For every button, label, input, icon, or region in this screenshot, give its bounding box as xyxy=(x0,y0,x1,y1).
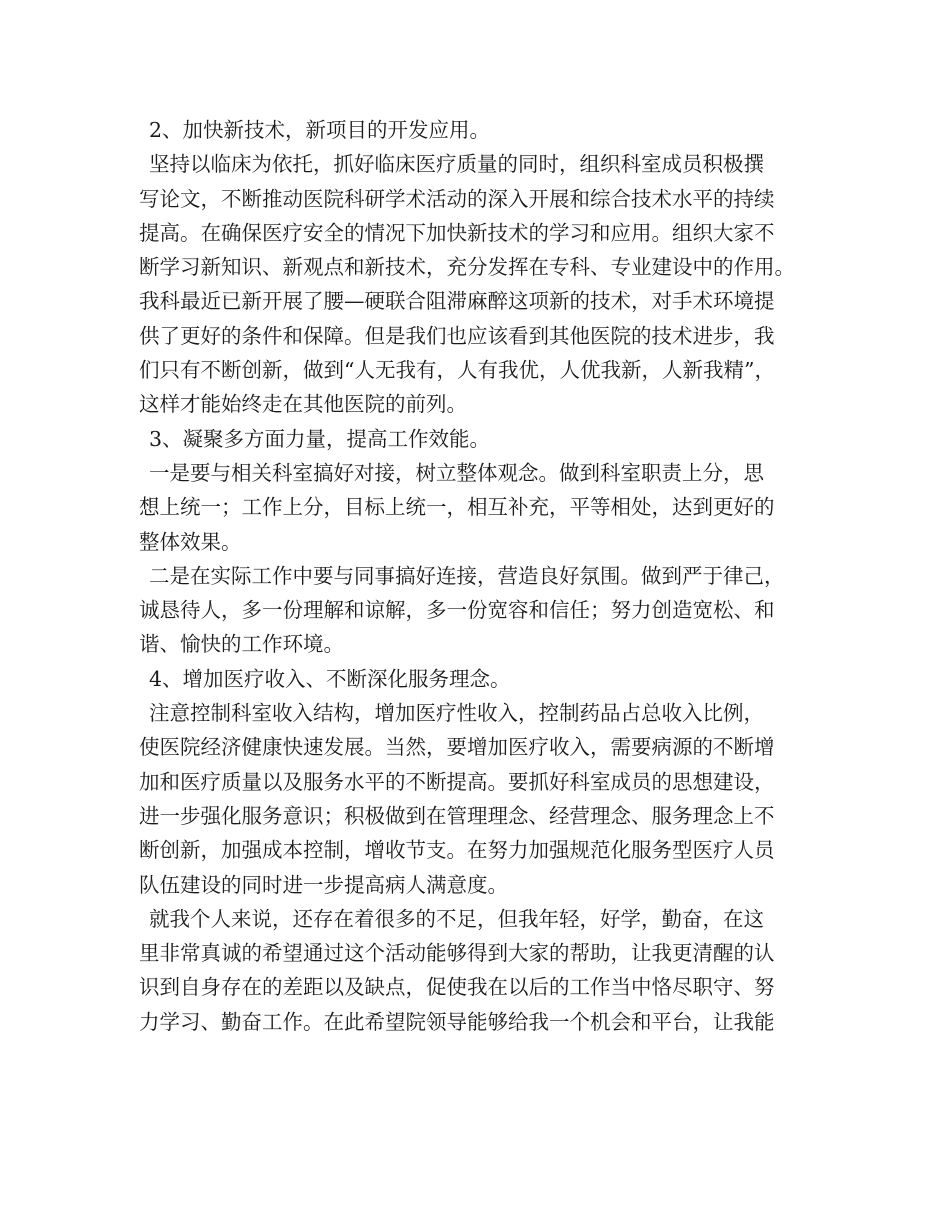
text-line: 加和医疗质量以及服务水平的不断提高。要抓好科室成员的思想建设， xyxy=(139,769,775,794)
text-line: 4、增加医疗收入、不断深化服务理念。 xyxy=(149,666,511,691)
text-line: 断学习新知识、新观点和新技术，充分发挥在专科、专业建设中的作用。 xyxy=(139,255,795,280)
text-line: 注意控制科室收入结构，增加医疗性收入，控制药品占总收入比例， xyxy=(149,701,764,726)
text-line: 进一步强化服务意识；积极做到在管理理念、经营理念、服务理念上不 xyxy=(139,803,775,828)
document-body xyxy=(139,113,839,1039)
text-line: 3、凝聚多方面力量，提高工作效能。 xyxy=(149,426,491,451)
text-line: 力学习、勤奋工作。在此希望院领导能够给我一个机会和平台，让我能 xyxy=(139,1009,775,1034)
text-line: 谐、愉快的工作环境。 xyxy=(139,632,344,657)
text-line: 想上统一；工作上分，目标上统一，相互补充，平等相处，达到更好的 xyxy=(139,495,775,520)
text-line: 二是在实际工作中要与同事搞好连接，营造良好氛围。做到严于律己， xyxy=(149,563,785,588)
text-line: 坚持以临床为依托，抓好临床医疗质量的同时，组织科室成员积极撰 xyxy=(149,152,764,177)
text-line: 就我个人来说，还存在着很多的不足，但我年轻，好学，勤奋，在这 xyxy=(149,906,764,931)
text-line: 使医院经济健康快速发展。当然，要增加医疗收入，需要病源的不断增 xyxy=(139,735,775,760)
text-line: 队伍建设的同时进一步提高病人满意度。 xyxy=(139,872,508,897)
text-line: 提高。在确保医疗安全的情况下加快新技术的学习和应用。组织大家不 xyxy=(139,220,775,245)
text-line: 2、加快新技术，新项目的开发应用。 xyxy=(149,118,491,142)
text-line: 我科最近已新开展了腰—硬联合阻滞麻醉这项新的技术，对手术环境提 xyxy=(139,289,775,314)
text-line: 断创新，加强成本控制，增收节支。在努力加强规范化服务型医疗人员 xyxy=(139,838,775,863)
text-line: 里非常真诚的希望通过这个活动能够得到大家的帮助，让我更清醒的认 xyxy=(139,941,775,966)
text-line: 供了更好的条件和保障。但是我们也应该看到其他医院的技术进步，我 xyxy=(139,323,775,348)
text-line: 写论文，不断推动医院科研学术活动的深入开展和综合技术水平的持续 xyxy=(139,186,775,211)
text-line: 诚恳待人，多一份理解和谅解，多一份宽容和信任；努力创造宽松、和 xyxy=(139,598,775,623)
text-line: 识到自身存在的差距以及缺点，促使我在以后的工作当中恪尽职守、努 xyxy=(139,975,775,1000)
text-line: 整体效果。 xyxy=(139,529,242,554)
text-line: 这样才能始终走在其他医院的前列。 xyxy=(139,392,467,417)
text-line: 们只有不断创新，做到“人无我有，人有我优，人优我新，人新我精”， xyxy=(139,358,775,383)
text-line: 一是要与相关科室搞好对接，树立整体观念。做到科室职责上分，思 xyxy=(149,460,764,485)
